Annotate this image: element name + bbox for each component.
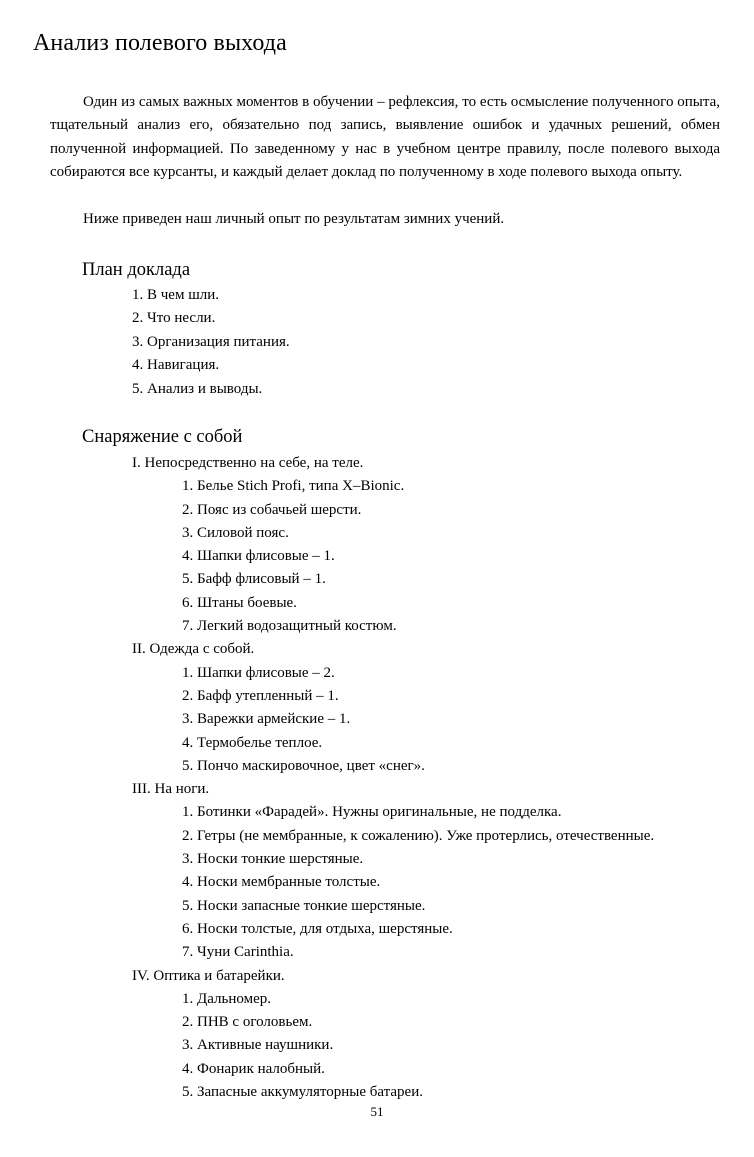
gear-item: 1. Дальномер. [182, 990, 271, 1007]
gear-group-title: IV. Оптика и батарейки. [132, 967, 285, 984]
gear-item: 7. Легкий водозащитный костюм. [182, 618, 397, 635]
plan-item: 1. В чем шли. [132, 287, 220, 303]
gear-subitems [132, 662, 732, 778]
gear-group [132, 638, 732, 778]
gear-item: 3. Активные наушники. [182, 1037, 334, 1054]
gear-item: 5. Запасные аккумуляторные батареи. [182, 1084, 423, 1101]
gear-item: 1. Ботинки «Фарадей». Нужны оригинальные, не подделка. [182, 804, 562, 821]
gear-group [132, 778, 732, 964]
gear-section-title: Снаряжение с собой [82, 427, 243, 447]
plan-item: 3. Организация питания. [132, 333, 290, 350]
plan-item: 5. Анализ и выводы. [132, 380, 263, 397]
gear-item: 1. Белье Stich Profi, типа X–Bionic. [182, 478, 405, 495]
gear-item: 3. Варежки армейские – 1. [182, 711, 351, 728]
gear-group-title: II. Одежда с собой. [132, 641, 255, 658]
gear-item: 3. Силовой пояс. [182, 524, 289, 541]
gear-item: 4. Носки мембранные толстые. [182, 874, 381, 891]
gear-item: 4. Фонарик налобный. [182, 1060, 325, 1077]
gear-item: 5. Носки запасные тонкие шерстяные. [182, 897, 426, 914]
gear-item: 2. Бафф утепленный – 1. [182, 687, 339, 704]
intro-paragraph-2: Ниже приведен наш личный опыт по результатам зимних учений. [83, 211, 505, 227]
gear-item: 3. Носки тонкие шерстяные. [182, 851, 364, 868]
gear-group [132, 965, 732, 1105]
gear-subitems [132, 988, 732, 1104]
plan-item: 4. Навигация. [132, 357, 220, 374]
plan-item: 2. Что несли. [132, 310, 216, 327]
gear-item: 1. Шапки флисовые – 2. [182, 664, 335, 681]
gear-group-title: I. Непосредственно на себе, на теле. [132, 455, 364, 471]
gear-item: 4. Шапки флисовые – 1. [182, 548, 335, 565]
gear-subitems [132, 801, 732, 964]
gear-item: 5. Бафф флисовый – 1. [182, 571, 326, 588]
gear-item: 2. Пояс из собачьей шерсти. [182, 501, 362, 518]
gear-item: 2. ПНВ с оголовьем. [182, 1014, 313, 1031]
plan-section-title: План доклада [82, 260, 191, 280]
gear-item: 6. Штаны боевые. [182, 594, 297, 611]
gear-group [132, 452, 732, 638]
page-title: Анализ полевого выхода [33, 30, 287, 56]
plan-list [132, 284, 290, 401]
gear-item: 7. Чуни Carinthia. [182, 944, 294, 961]
gear-group-title: III. На ноги. [132, 781, 210, 798]
gear-item: 6. Носки толстые, для отдыха, шерстяные. [182, 920, 453, 937]
intro-paragraph: Один из самых важных моментов в обучении – рефлексия, то есть осмысление полученного опыта, тщательный анализ его, обязательно под запись, выявление ошибок и удачных решений, обмен полученной информацией. По заведенному у нас в учебном центре правилу, после полевого выхода собираются все курсанты, и каждый делает доклад по полученному в ходе полевого выхода опыту. [50, 94, 720, 180]
gear-item: 4. Термобелье теплое. [182, 734, 323, 751]
gear-item: 2. Гетры (не мембранные, к сожалению). Уже протерлись, отечественные. [182, 827, 655, 844]
page-number: 51 [370, 1104, 384, 1119]
gear-subitems [132, 475, 732, 638]
gear-list [132, 452, 732, 1104]
gear-item: 5. Пончо маскировочное, цвет «снег». [182, 757, 425, 774]
